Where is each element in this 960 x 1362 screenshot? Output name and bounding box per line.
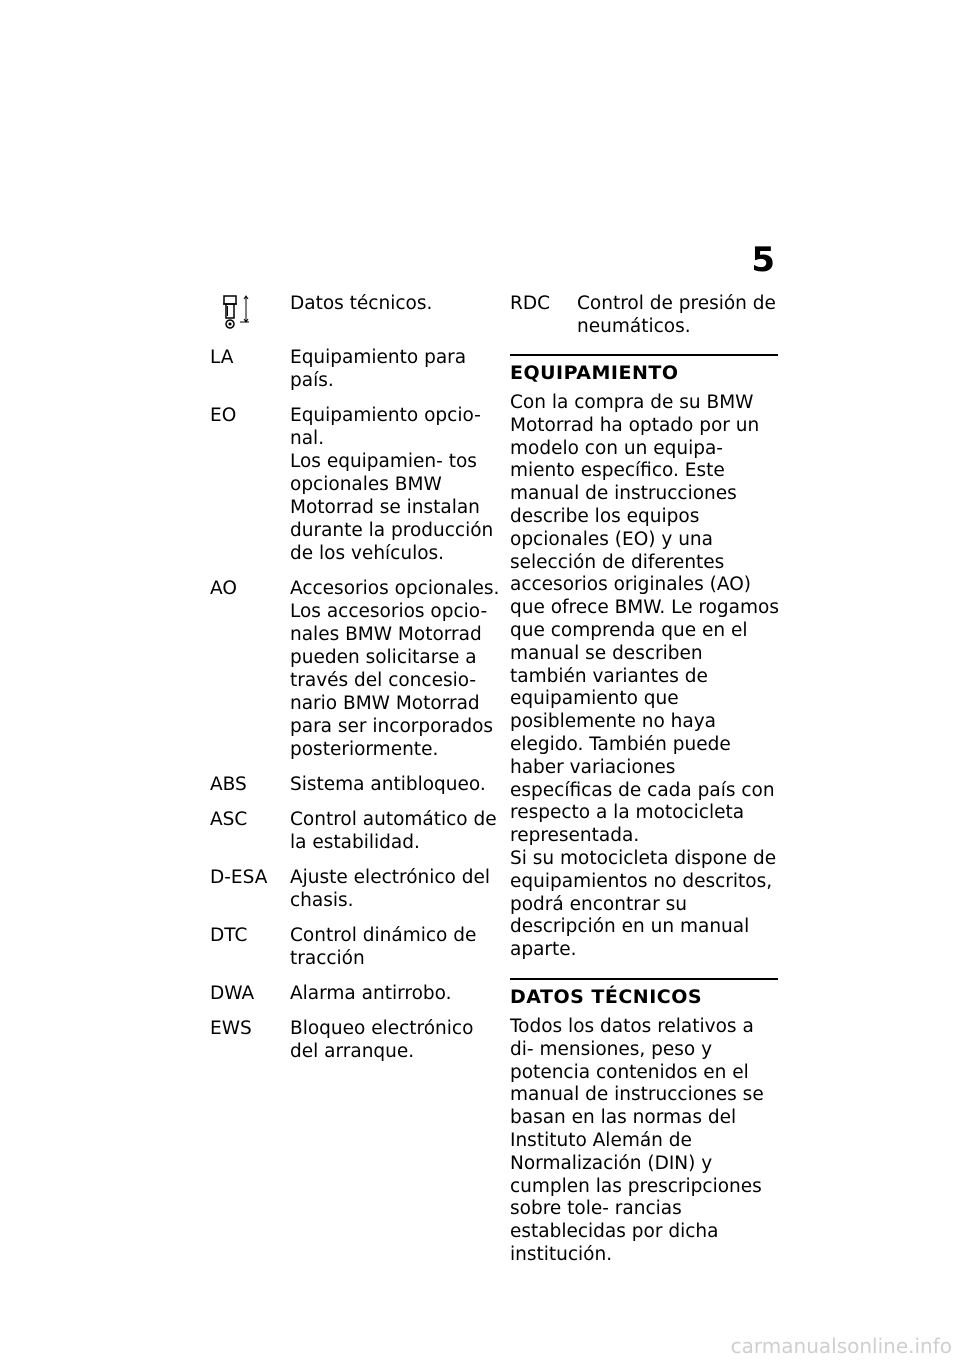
definition-text: Control dinámico de tracción — [290, 925, 477, 969]
definition-text: Bloqueo electrónico del arranque. — [290, 1018, 474, 1062]
abbreviation-entry — [210, 982, 500, 1005]
section-divider — [510, 354, 778, 356]
abbreviation-code: DTC — [210, 925, 248, 946]
definition-text: Sistema antibloqueo. — [290, 774, 486, 795]
abbreviation-code: D-ESA — [210, 867, 268, 888]
abbreviation-definition — [290, 577, 500, 761]
abbreviation-definition — [290, 292, 500, 334]
definition-text: Alarma antirrobo. — [290, 983, 452, 1004]
watermark: carmanualsonline.info — [730, 1334, 952, 1358]
abbreviation-definition — [290, 866, 500, 912]
abbreviation-definition — [290, 982, 500, 1005]
section-paragraph: Si su motocicleta dispone de equipamientos no descritos, podrá encontrar su descripción en un manual aparte. — [510, 847, 777, 961]
abbreviation-icon-cell — [210, 292, 290, 334]
abbreviation-code: EWS — [210, 1018, 252, 1039]
section-paragraph: Todos los datos relativos a di- mensiones, peso y potencia contenidos en el manual de instrucciones se basan en las normas del Instituto Alemán de Normalización (DIN) y cumplen las prescripciones sobre tole- rancias establecidas por dicha institución. — [510, 1015, 764, 1265]
section-divider — [510, 978, 778, 980]
abbreviation-definition — [290, 404, 500, 565]
definition-text: Equipamiento opcio- nal. — [290, 405, 481, 449]
definition-text: Los equipamien- tos opcionales BMW Motorrad se instalan durante la producción de los vehículos. — [290, 451, 494, 564]
abbreviation-definition — [290, 346, 500, 392]
definition-text: Ajuste electrónico del chasis. — [290, 867, 491, 911]
abbreviation-definition — [290, 773, 500, 796]
technical-data-icon — [210, 292, 250, 334]
abbreviation-definition — [290, 1017, 500, 1063]
definition-text: Equipamiento para país. — [290, 347, 467, 391]
abbreviations-list — [210, 292, 500, 1075]
section-heading-datos-tecnicos: DATOS TÉCNICOS — [510, 985, 703, 1008]
right-column — [510, 292, 780, 1267]
abbreviation-code: RDC — [510, 293, 551, 314]
abbreviation-definition — [290, 924, 500, 970]
abbreviation-definition — [290, 808, 500, 854]
definition-text: Control automático de la estabilidad. — [290, 809, 497, 853]
definition-text: Datos técnicos. — [290, 293, 433, 314]
abbreviation-code: DWA — [210, 983, 255, 1004]
abbreviation-entry — [210, 404, 500, 565]
abbreviation-entry — [210, 577, 500, 761]
abbreviation-code: EO — [210, 405, 237, 426]
page-number: 5 — [751, 240, 775, 280]
abbreviation-entry — [210, 292, 500, 334]
definition-text: Accesorios opcionales. — [290, 578, 500, 599]
section-heading-equipamiento: EQUIPAMIENTO — [510, 362, 679, 384]
definition-text: Los accesorios opcio- nales BMW Motorrad pueden solicitarse a través del concesio- nario BMW Motorrad para ser incorporados posteriormente. — [290, 601, 494, 760]
abbreviation-entry — [210, 346, 500, 392]
abbreviation-entry — [210, 773, 500, 796]
abbreviation-entry — [510, 292, 780, 338]
abbreviation-entry — [210, 866, 500, 912]
abbreviation-code: ABS — [210, 774, 247, 795]
section-paragraph: Con la compra de su BMW Motorrad ha optado por un modelo con un equipa- miento específico. Este manual de instrucciones describe los equipos opcionales (EO) y una selección de diferentes accesorios originales (AO) que ofrece BMW. Le rogamos que comprenda que en el manual se describen también variantes de equipamiento que posiblemente no haya elegido. También puede haber variaciones específicas de cada país con respecto a la motocicleta representada. — [510, 392, 779, 847]
abbreviation-entry — [210, 924, 500, 970]
abbreviation-code: ASC — [210, 809, 248, 830]
abbreviation-entry — [210, 1017, 500, 1063]
abbreviation-definition: Control de presión de neumáticos. — [577, 293, 776, 337]
abbreviation-entry — [210, 808, 500, 854]
abbreviation-code: AO — [210, 578, 237, 599]
abbreviation-code: LA — [210, 347, 234, 368]
